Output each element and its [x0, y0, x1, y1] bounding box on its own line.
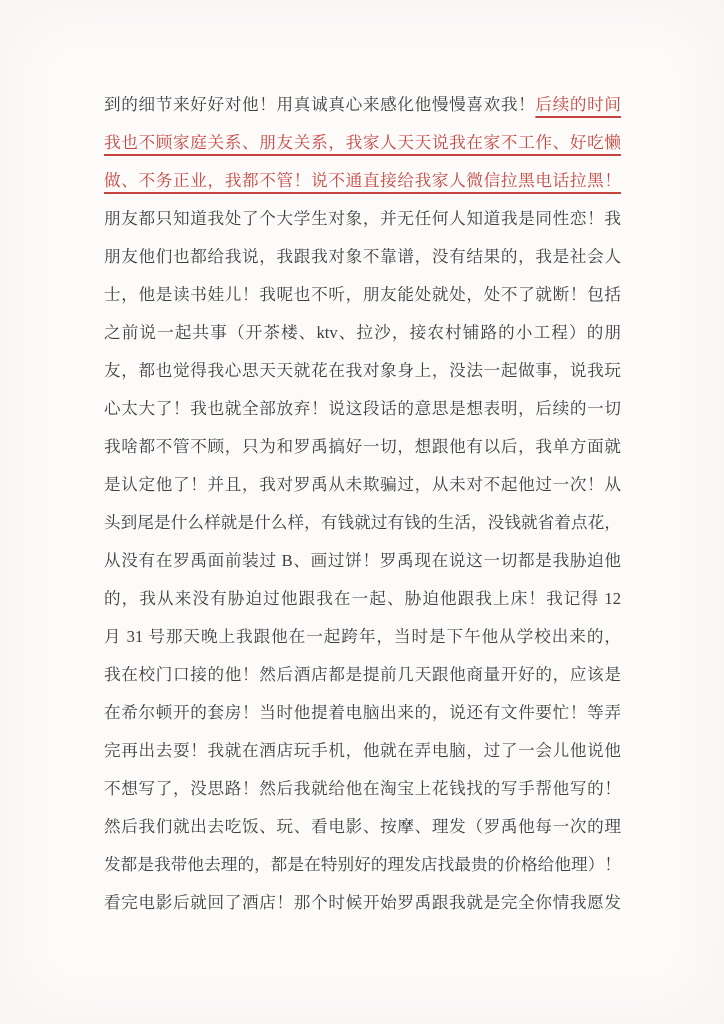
text-segment: 心太大了！我也就全部放弃！说这段话的意思是想表明，后续的一切: [104, 399, 621, 418]
text-segment: 朋友他们也都给我说，我跟我对象不靠谱，没有结果的，我是社会人: [104, 247, 621, 266]
text-line: [104, 542, 621, 580]
text-line: [104, 694, 621, 732]
highlighted-text-segment: 做、不务正业，我都不管！说不通直接给我家人微信拉黑电话拉黑！: [104, 171, 621, 190]
text-line: [104, 238, 621, 276]
text-segment: 的，我从来没有胁迫过他跟我在一起、胁迫他跟我上床！我记得 12: [104, 589, 621, 608]
text-segment: 完再出去耍！我就在酒店玩手机，他就在弄电脑，过了一会儿他说他: [104, 741, 621, 760]
text-line: [104, 352, 621, 390]
text-segment: 之前说一起共事（开茶楼、ktv、拉沙，接农村铺路的小工程）的朋: [104, 323, 621, 342]
text-line: [104, 808, 621, 846]
text-block: [104, 86, 621, 922]
text-line: [104, 656, 621, 694]
text-line: [104, 884, 621, 922]
text-line: [104, 732, 621, 770]
highlighted-text-segment: 我也不顾家庭关系、朋友关系，我家人天天说我在家不工作、好吃懒: [104, 133, 621, 152]
text-segment: 士，他是读书娃儿！我呢也不听，朋友能处就处，处不了就断！包括: [104, 285, 621, 304]
text-line: [104, 124, 621, 162]
text-line: [104, 580, 621, 618]
text-line: [104, 504, 621, 542]
text-segment: 是认定他了！并且，我对罗禹从未欺骗过，从未对不起他过一次！从: [104, 475, 621, 494]
text-line: [104, 314, 621, 352]
text-line: [104, 200, 621, 238]
text-segment: 在希尔顿开的套房！当时他提着电脑出来的，说还有文件要忙！等弄: [104, 703, 621, 722]
text-segment: 到的细节来好好对他！用真诚真心来感化他慢慢喜欢我！: [104, 95, 536, 114]
text-segment: 然后我们就出去吃饭、玩、看电影、按摩、理发（罗禹他每一次的理: [104, 817, 621, 836]
text-line: [104, 276, 621, 314]
text-segment: 不想写了，没思路！然后我就给他在淘宝上花钱找的写手帮他写的！: [104, 779, 621, 798]
text-line: [104, 162, 621, 200]
text-line: [104, 466, 621, 504]
text-segment: 友，都也觉得我心思天天就花在我对象身上，没法一起做事，说我玩: [104, 361, 621, 380]
text-segment: 看完电影后就回了酒店！那个时候开始罗禹跟我就是完全你情我愿发: [104, 893, 621, 912]
text-segment: 月 31 号那天晚上我跟他在一起跨年，当时是下午他从学校出来的，: [104, 627, 621, 646]
text-line: [104, 618, 621, 656]
text-line: [104, 390, 621, 428]
highlighted-text-segment: 后续的时间: [535, 95, 622, 114]
text-segment: 我在校门口接的他！然后酒店都是提前几天跟他商量开好的，应该是: [104, 665, 621, 684]
text-line: [104, 86, 621, 124]
text-segment: 头到尾是什么样就是什么样，有钱就过有钱的生活，没钱就省着点花，: [104, 513, 621, 532]
text-line: [104, 770, 621, 808]
text-segment: 从没有在罗禹面前装过 B、画过饼！罗禹现在说这一切都是我胁迫他: [104, 551, 621, 570]
text-segment: 朋友都只知道我处了个大学生对象，并无任何人知道我是同性恋！我: [104, 209, 621, 228]
text-segment: 我啥都不管不顾，只为和罗禹搞好一切，想跟他有以后，我单方面就: [104, 437, 621, 456]
text-line: [104, 428, 621, 466]
text-segment: 发都是我带他去理的，都是在特别好的理发店找最贵的价格给他理）！: [104, 855, 621, 874]
text-line: [104, 846, 621, 884]
